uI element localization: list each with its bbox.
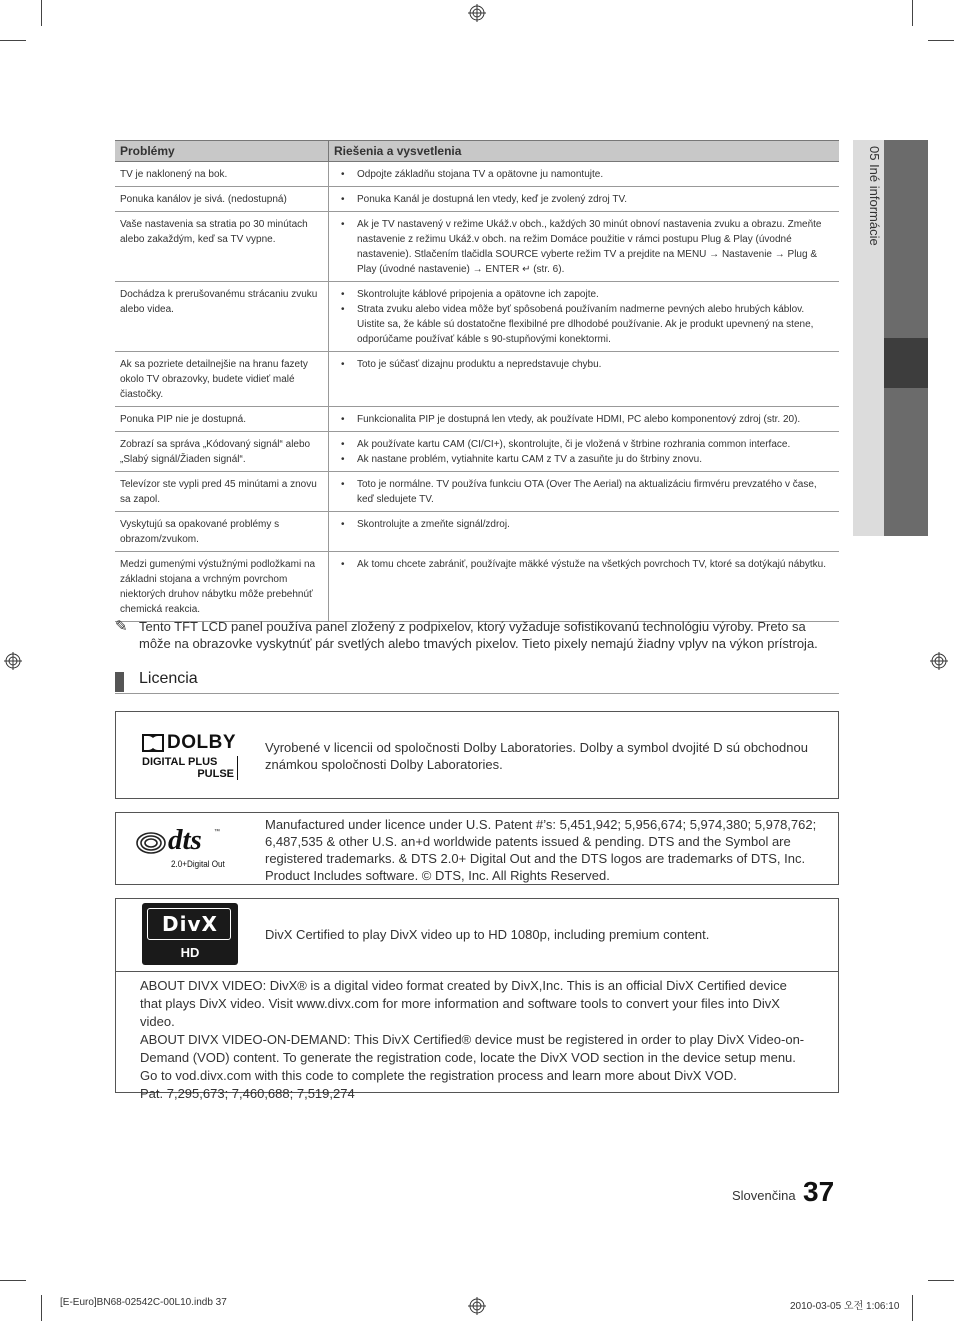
solution-cell <box>329 407 840 432</box>
dts-wordmark: dts <box>168 824 202 856</box>
solution-item: • Ak je TV nastavený v režime Ukáž.v obch., každých 30 minút obnoví nastavenia zvuku a obrazu. Zmeňte nastavenie z režimu Ukáž.v obch. na režim Domáce použitie v rámci postupu Plug & Play (úvodné nastavenie). Stlačením tlačidla SOURCE vyberte režim TV a prejdite na MENU → Nastavenie → Plug & Play (úvodné nastavenie) → ENTER ↵ (str. 6). <box>357 217 834 277</box>
column-header-problems: Problémy <box>115 141 329 162</box>
solution-item: • Toto je súčasť dizajnu produktu a nepredstavuje chybu. <box>357 357 834 372</box>
footer-language: Slovenčina <box>732 1188 796 1203</box>
registration-mark-icon <box>930 652 948 670</box>
solution-item: • Ak tomu chcete zabrániť, používajte mäkké výstuže na všetkých povrchoch TV, ktoré sa dotýkajú nábytku. <box>357 557 834 572</box>
solution-list <box>337 557 834 572</box>
dolby-double-d-icon <box>142 734 164 752</box>
divx-about-video: ABOUT DIVX VIDEO: DivX® is a digital video format created by DivX,Inc. This is an official DivX Certified device that plays DivX video. Visit www.divx.com for more information and software tools to convert your files into DivX video. <box>140 978 787 1029</box>
dolby-digital-plus: DIGITAL PLUS <box>142 756 238 768</box>
table-row <box>115 552 839 622</box>
solution-cell <box>329 282 840 352</box>
page-number: 37 <box>803 1176 835 1207</box>
divx-logo <box>142 903 238 965</box>
solution-item: • Toto je normálne. TV používa funkciu OTA (Over The Aerial) na aktualizáciu firmvéru prevzatého v čase, keď sledujete TV. <box>357 477 834 507</box>
dolby-wordmark: DOLBY <box>167 732 236 753</box>
crop-mark <box>928 40 954 41</box>
divx-patents: Pat. 7,295,673; 7,460,688; 7,519,274 <box>140 1086 355 1101</box>
solution-item: • Ak nastane problém, vytiahnite kartu CAM z TV a zasuňte ju do štrbiny znovu. <box>357 452 834 467</box>
solution-cell <box>329 432 840 472</box>
divx-about-vod: ABOUT DIVX VIDEO-ON-DEMAND: This DivX Certified® device must be registered in order to play DivX Video-on-Demand (VOD) content. To generate the registration code, locate the DivX VOD section in the device setup menu. Go to vod.divx.com with this code to complete the registration process and learn more about DivX VOD. <box>140 1032 805 1083</box>
problem-cell: Dochádza k prerušovanému strácaniu zvuku alebo videa. <box>115 282 329 352</box>
solution-list <box>337 437 834 467</box>
solution-item: • Ponuka Kanál je dostupná len vtedy, keď je zvolený zdroj TV. <box>357 192 834 207</box>
problem-cell: Ak sa pozriete detailnejšie na hranu fazety okolo TV obrazovky, budete vidieť malé čiastočky. <box>115 352 329 407</box>
problem-cell: TV je naklonený na bok. <box>115 162 329 187</box>
table-row <box>115 352 839 407</box>
dts-license-text: Manufactured under licence under U.S. Patent #’s: 5,451,942; 5,956,674; 5,974,380; 5,978,762; 6,487,535 & other U.S. an+d worldwide patents issued & pending. DTS and the Symbol are registered trademarks. & DTS 2.0+ Digital Out and the DTS logos are trademarks of DTS, Inc. Product Includes software. © DTS, Inc. All Rights Reserved. <box>265 817 817 883</box>
crop-mark <box>0 1280 26 1281</box>
problem-cell: Zobrazí sa správa „Kódovaný signál“ alebo „Slabý signál/Žiaden signál“. <box>115 432 329 472</box>
crop-mark <box>0 40 26 41</box>
divx-wordmark: DivX <box>162 912 218 936</box>
crop-mark <box>41 0 42 26</box>
table-row <box>115 282 839 352</box>
dts-swirl-icon <box>136 831 166 855</box>
divx-license-box <box>115 898 839 1101</box>
solution-list <box>337 357 834 372</box>
solution-cell <box>329 552 840 622</box>
solution-list <box>337 287 834 347</box>
registration-mark-icon <box>468 1297 486 1315</box>
divx-license-text: DivX Certified to play DivX video up to HD 1080p, including premium content. <box>265 927 710 942</box>
solution-item: • Funkcionalita PIP je dostupná len vtedy, ak používate HDMI, PC alebo komponentový zdroj (str. 20). <box>357 412 834 427</box>
solution-item: • Odpojte základňu stojana TV a opätovne ju namontujte. <box>357 167 834 182</box>
chapter-tab-label: 05 Iné informácie <box>867 146 882 246</box>
section-marker <box>115 672 124 692</box>
problem-cell: Televízor ste vypli pred 45 minútami a znovu sa zapol. <box>115 472 329 512</box>
table-row <box>115 512 839 552</box>
crop-mark <box>912 0 913 26</box>
note <box>115 618 839 652</box>
dts-logo <box>136 824 246 871</box>
solution-list <box>337 412 834 427</box>
solution-cell <box>329 472 840 512</box>
table-row <box>115 212 839 282</box>
slug-date: 2010-03-05 오전 1:06:10 <box>790 1301 900 1312</box>
troubleshooting-table <box>115 140 839 622</box>
problem-cell: Vaše nastavenia sa stratia po 30 minútach alebo zakaždým, keď sa TV vypne. <box>115 212 329 282</box>
table-row <box>115 472 839 512</box>
dolby-logo <box>142 732 242 780</box>
table-row <box>115 432 839 472</box>
solution-cell <box>329 162 840 187</box>
solution-cell <box>329 512 840 552</box>
dts-license-box <box>115 812 839 885</box>
divx-about <box>140 977 810 1103</box>
solution-list <box>337 517 834 532</box>
column-header-solutions: Riešenia a vysvetlenia <box>329 141 840 162</box>
solution-item: • Strata zvuku alebo videa môže byť spôsobená používaním nadmerne pevných alebo hrubých káblov. Uistite sa, že káble sú dostatočne flexibilné pre dlhodobé používanie. Ak je produkt upevnený na stene, odporúčame používať káble s 90-stupňovými konektormi. <box>357 302 834 347</box>
crop-mark <box>928 1280 954 1281</box>
table-body <box>115 162 839 622</box>
note-text: Tento TFT LCD panel používa panel zložený z podpixelov, ktorý vyžaduje sofistikovanú technológiu výroby. Preto sa môže na obrazovke vyskytnúť pár svetlých alebo tmavých pixelov. Tieto pixely nemajú žiadny vplyv na výkon prístroja. <box>139 619 818 651</box>
table-row <box>115 187 839 212</box>
section-title: Licencia <box>139 670 198 687</box>
dolby-license-box <box>115 711 839 799</box>
dolby-license-text: Vyrobené v licencii od spoločnosti Dolby Laboratories. Dolby a symbol dvojité D sú obchodnou známkou spoločnosti Dolby Laboratories. <box>265 740 808 772</box>
dolby-pulse: PULSE <box>142 768 238 780</box>
registration-mark-icon <box>468 4 486 22</box>
solution-list <box>337 217 834 277</box>
solution-cell <box>329 352 840 407</box>
crop-mark <box>41 1295 42 1321</box>
problem-cell: Ponuka PIP nie je dostupná. <box>115 407 329 432</box>
table-row <box>115 162 839 187</box>
solution-list <box>337 192 834 207</box>
table-row <box>115 407 839 432</box>
solution-list <box>337 167 834 182</box>
problem-cell: Medzi gumenými výstužnými podložkami na základni stojana a vrchným povrchom niektorých druhov nábytku môže prebehnúť chemická reakcia. <box>115 552 329 622</box>
divx-hd-label: HD <box>180 945 200 960</box>
solution-item: • Skontrolujte káblové pripojenia a opätovne ich zapojte. <box>357 287 834 302</box>
pencil-icon: ✎ <box>115 618 128 635</box>
registration-mark-icon <box>4 652 22 670</box>
problem-cell: Vyskytujú sa opakované problémy s obrazom/zvukom. <box>115 512 329 552</box>
slug-file: [E-Euro]BN68-02542C-00L10.indb 37 <box>60 1297 227 1308</box>
solution-cell <box>329 187 840 212</box>
chapter-tab-marker <box>884 338 928 388</box>
divx-box-divider <box>116 971 838 972</box>
solution-item: • Skontrolujte a zmeňte signál/zdroj. <box>357 517 834 532</box>
solution-item: • Ak používate kartu CAM (CI/CI+), skontrolujte, či je vložená v štrbine rozhrania common interface. <box>357 437 834 452</box>
solution-list <box>337 477 834 507</box>
dts-trademark: ™ <box>214 829 220 835</box>
dts-sub-label: 2.0+Digital Out <box>171 859 225 869</box>
crop-mark <box>912 1295 913 1321</box>
section-divider <box>115 693 839 694</box>
solution-cell <box>329 212 840 282</box>
problem-cell: Ponuka kanálov je sivá. (nedostupná) <box>115 187 329 212</box>
